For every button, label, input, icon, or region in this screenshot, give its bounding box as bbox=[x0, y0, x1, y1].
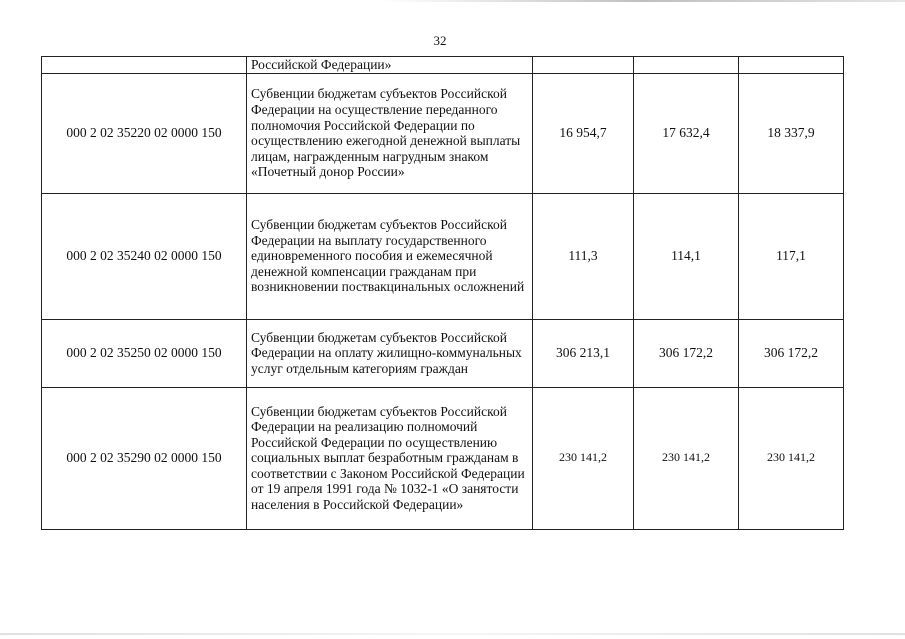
code-cell: 000 2 02 35250 02 0000 150 bbox=[42, 319, 247, 387]
description-cell: Субвенции бюджетам субъектов Российской Федерации на реализацию полномочий Российской Федерации по осуществлению социальных выплат безработным гражданам в соответствии с Законом Российской Федерации от 19 апреля 1991 года № 1032-1 «О занятости населения в Российской Федерации» bbox=[247, 387, 533, 529]
value-cell: 111,3 bbox=[533, 193, 634, 319]
value-cell: 230 141,2 bbox=[533, 387, 634, 529]
value-cell: 230 141,2 bbox=[739, 387, 844, 529]
scan-edge-bottom bbox=[0, 633, 905, 635]
description-cell: Субвенции бюджетам субъектов Российской Федерации на выплату государственного единовременного пособия и ежемесячной денежной компенсации гражданам при возникновении поствакцинальных осложнений bbox=[247, 193, 533, 319]
scan-edge-top bbox=[380, 0, 905, 2]
table-row bbox=[42, 387, 844, 529]
value-cell bbox=[533, 57, 634, 74]
value-cell: 117,1 bbox=[739, 193, 844, 319]
value-cell: 306 172,2 bbox=[739, 319, 844, 387]
table-row bbox=[42, 319, 844, 387]
description-cell: Субвенции бюджетам субъектов Российской Федерации на оплату жилищно-коммунальных услуг отдельным категориям граждан bbox=[247, 319, 533, 387]
value-cell: 230 141,2 bbox=[634, 387, 739, 529]
value-cell: 114,1 bbox=[634, 193, 739, 319]
table-row-continuation bbox=[42, 57, 844, 74]
code-cell: 000 2 02 35290 02 0000 150 bbox=[42, 387, 247, 529]
code-cell bbox=[42, 57, 247, 74]
page-number: 32 bbox=[433, 33, 447, 48]
description-cell: Российской Федерации» bbox=[247, 57, 533, 74]
budget-table bbox=[41, 56, 844, 530]
value-cell bbox=[739, 57, 844, 74]
value-cell: 306 213,1 bbox=[533, 319, 634, 387]
value-cell: 306 172,2 bbox=[634, 319, 739, 387]
table-row bbox=[42, 193, 844, 319]
value-cell: 18 337,9 bbox=[739, 73, 844, 193]
value-cell: 16 954,7 bbox=[533, 73, 634, 193]
code-cell: 000 2 02 35240 02 0000 150 bbox=[42, 193, 247, 319]
table-row bbox=[42, 73, 844, 193]
description-cell: Субвенции бюджетам субъектов Российской Федерации на осуществление переданного полномочия Российской Федерации по осуществлению ежегодной денежной выплаты лицам, награжденным нагрудным знаком «Почетный донор России» bbox=[247, 73, 533, 193]
value-cell: 17 632,4 bbox=[634, 73, 739, 193]
value-cell bbox=[634, 57, 739, 74]
code-cell: 000 2 02 35220 02 0000 150 bbox=[42, 73, 247, 193]
